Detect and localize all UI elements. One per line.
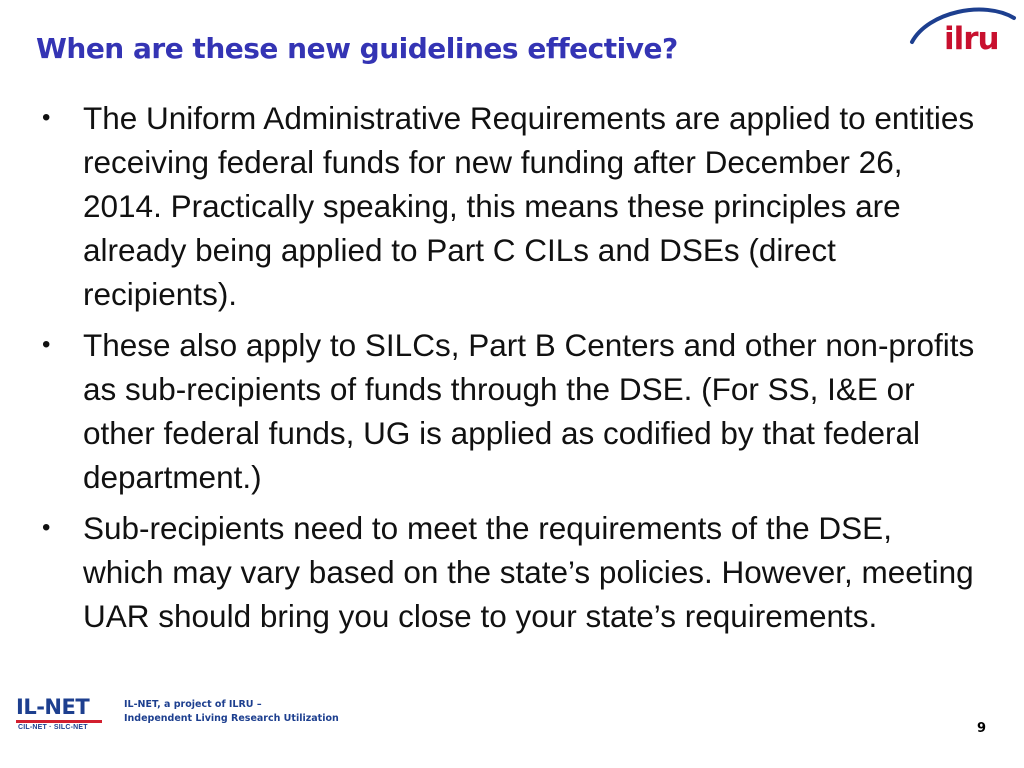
- il-net-subbrand: CIL-NET · SILC-NET: [18, 724, 88, 731]
- bullet-item: [40, 96, 980, 316]
- footer-attribution: [124, 698, 339, 726]
- bullet-text: The Uniform Administrative Requirements are applied to entities receiving federal funds for new funding after December 26, 2014. Practically speaking, this means these principles are already being applied to Part C CILs and DSEs (direct recipients).: [83, 100, 975, 312]
- page-number: 9: [977, 721, 987, 736]
- slide-title: When are these new guidelines effective?: [36, 32, 678, 65]
- il-net-logo: [16, 694, 106, 738]
- il-net-wordmark: IL-NET: [16, 695, 90, 719]
- ilru-logo: [906, 4, 1018, 66]
- bullet-icon: •: [42, 331, 51, 358]
- il-net-accent-bar: [16, 720, 102, 723]
- bullet-icon: •: [42, 514, 51, 541]
- bullet-item: [40, 506, 980, 638]
- bullet-text: These also apply to SILCs, Part B Centers and other non-profits as sub-recipients of funds through the DSE. (For SS, I&E or other federal funds, UG is applied as codified by that federal department.): [83, 327, 975, 495]
- footer-line-1: IL-NET, a project of ILRU –: [124, 699, 262, 710]
- bullet-item: [40, 323, 980, 499]
- footer-line-2: Independent Living Research Utilization: [124, 713, 339, 724]
- logo-text: ilru: [944, 21, 999, 57]
- bullet-list: [40, 96, 980, 645]
- bullet-icon: •: [42, 104, 51, 131]
- bullet-text: Sub-recipients need to meet the requirements of the DSE, which may vary based on the state’s policies. However, meeting UAR should bring you close to your state’s requirements.: [83, 510, 974, 634]
